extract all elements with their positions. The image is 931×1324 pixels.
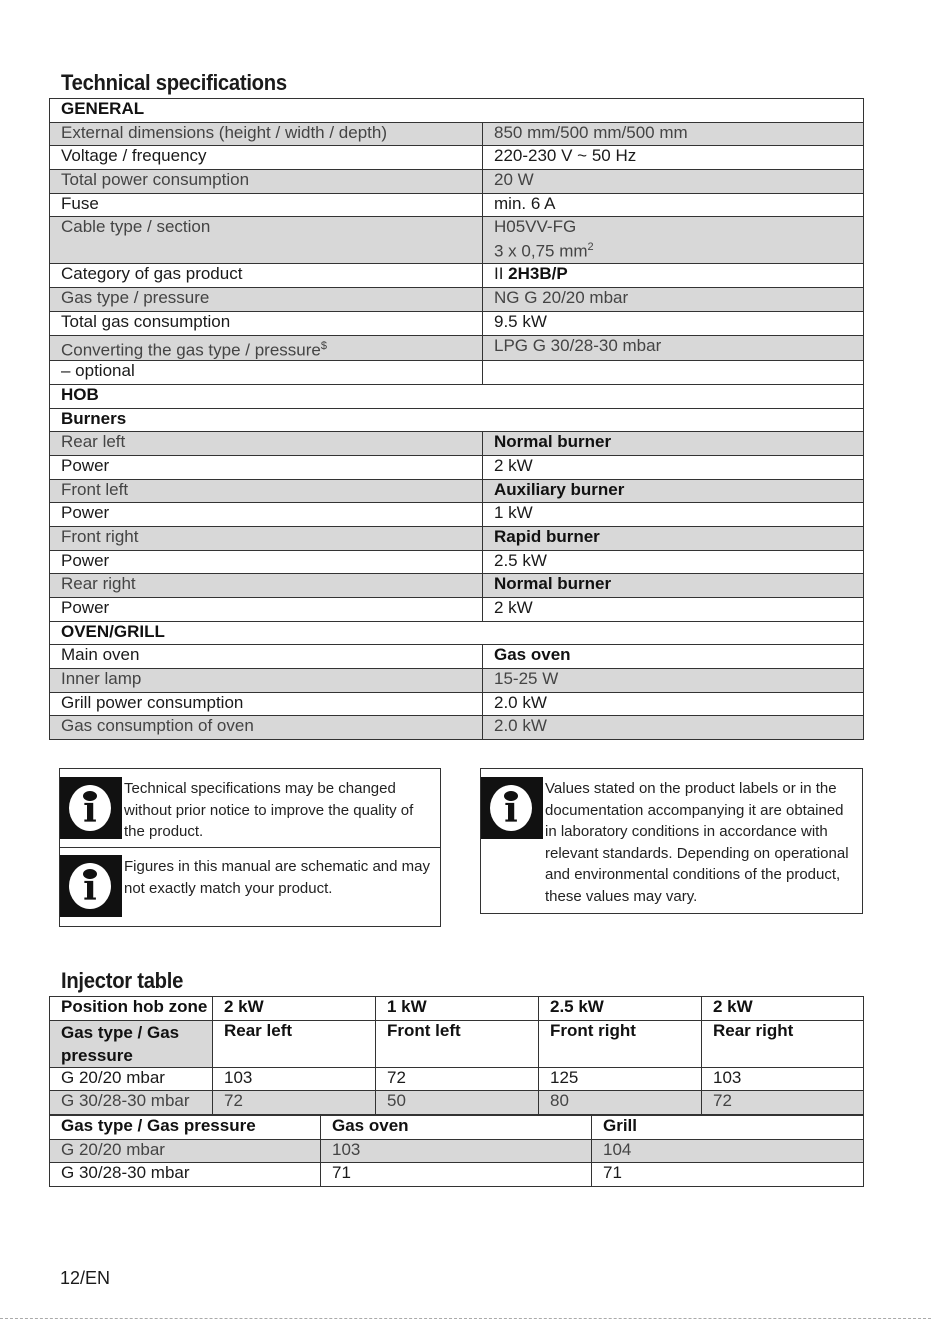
injector-table — [49, 996, 864, 1115]
page-bottom-divider — [0, 1318, 931, 1319]
spec-row: Power 2.5 kW — [50, 550, 864, 574]
table-row: G 20/20 mbar 103 72 125 103 — [50, 1067, 864, 1091]
injector-table-title: Injector table — [61, 968, 184, 993]
spec-table — [49, 98, 864, 740]
page-title: Technical specifications — [61, 70, 287, 95]
spec-row: Voltage / frequency 220-230 V ~ 50 Hz — [50, 146, 864, 170]
spec-row: External dimensions (height / width / depth) 850 mm/500 mm/500 mm — [50, 122, 864, 146]
page-number: 12/EN — [60, 1268, 111, 1288]
note-box-right: i Values stated on the product labels or in the documentation accompanying it are obtained in laboratory conditions in accordance with relevant standards. Depending on operational and environmental conditions of the product, these values may vary. — [480, 768, 863, 914]
info-icon: i — [60, 855, 122, 917]
section-header-hob: HOB — [50, 384, 864, 408]
info-icon: i — [60, 777, 122, 839]
oven-injector-table — [49, 1115, 864, 1187]
spec-row: Total power consumption 20 W — [50, 170, 864, 194]
section-subheader-burners: Burners — [50, 408, 864, 432]
note-box-left: i i Technical specifications may be changed without prior notice to improve the quality of the product. Figures in this manual are schematic and may not exactly match your product. — [59, 768, 441, 927]
section-header-oven: OVEN/GRILL — [50, 621, 864, 645]
spec-row: Total gas consumption 9.5 kW — [50, 311, 864, 335]
spec-row: Power 2 kW — [50, 598, 864, 622]
spec-row: Converting the gas type / pressure$ LPG G 30/28-30 mbar — [50, 335, 864, 361]
spec-row: Inner lamp 15-25 W — [50, 669, 864, 693]
spec-row: Main oven Gas oven — [50, 645, 864, 669]
table-row: G 30/28-30 mbar 72 50 80 72 — [50, 1091, 864, 1115]
info-icon: i — [481, 777, 543, 839]
spec-row: Rear right Normal burner — [50, 574, 864, 598]
spec-row: Gas consumption of oven 2.0 kW — [50, 716, 864, 740]
table-row: G 30/28-30 mbar 71 71 — [50, 1163, 864, 1187]
spec-row: Front right Rapid burner — [50, 526, 864, 550]
oven-injector-header-row: Gas type / Gas pressure Gas oven Grill — [50, 1116, 864, 1140]
spec-row: Grill power consumption 2.0 kW — [50, 692, 864, 716]
spec-row: Category of gas product II 2H3B/P — [50, 264, 864, 288]
table-row: G 20/20 mbar 103 104 — [50, 1139, 864, 1163]
spec-row: Power 1 kW — [50, 503, 864, 527]
spec-row: Cable type / section H05VV-FG 3 x 0,75 $mm^2$ — [50, 217, 864, 264]
spec-row: – optional — [50, 361, 864, 385]
spec-row: Fuse min. 6 A — [50, 193, 864, 217]
spec-row: Power 2 kW — [50, 455, 864, 479]
spec-row: Gas type / pressure NG G 20/20 mbar — [50, 288, 864, 312]
spec-row: Front left Auxiliary burner — [50, 479, 864, 503]
spec-row: Rear left Normal burner — [50, 432, 864, 456]
injector-header-row: Position hob zone 2 kW 1 kW 2.5 kW 2 kW — [50, 997, 864, 1021]
section-header-general: GENERAL — [50, 99, 864, 123]
injector-gas-type-row: Gas type / Gas pressure Rear left Front left Front right Rear right — [50, 1020, 864, 1067]
